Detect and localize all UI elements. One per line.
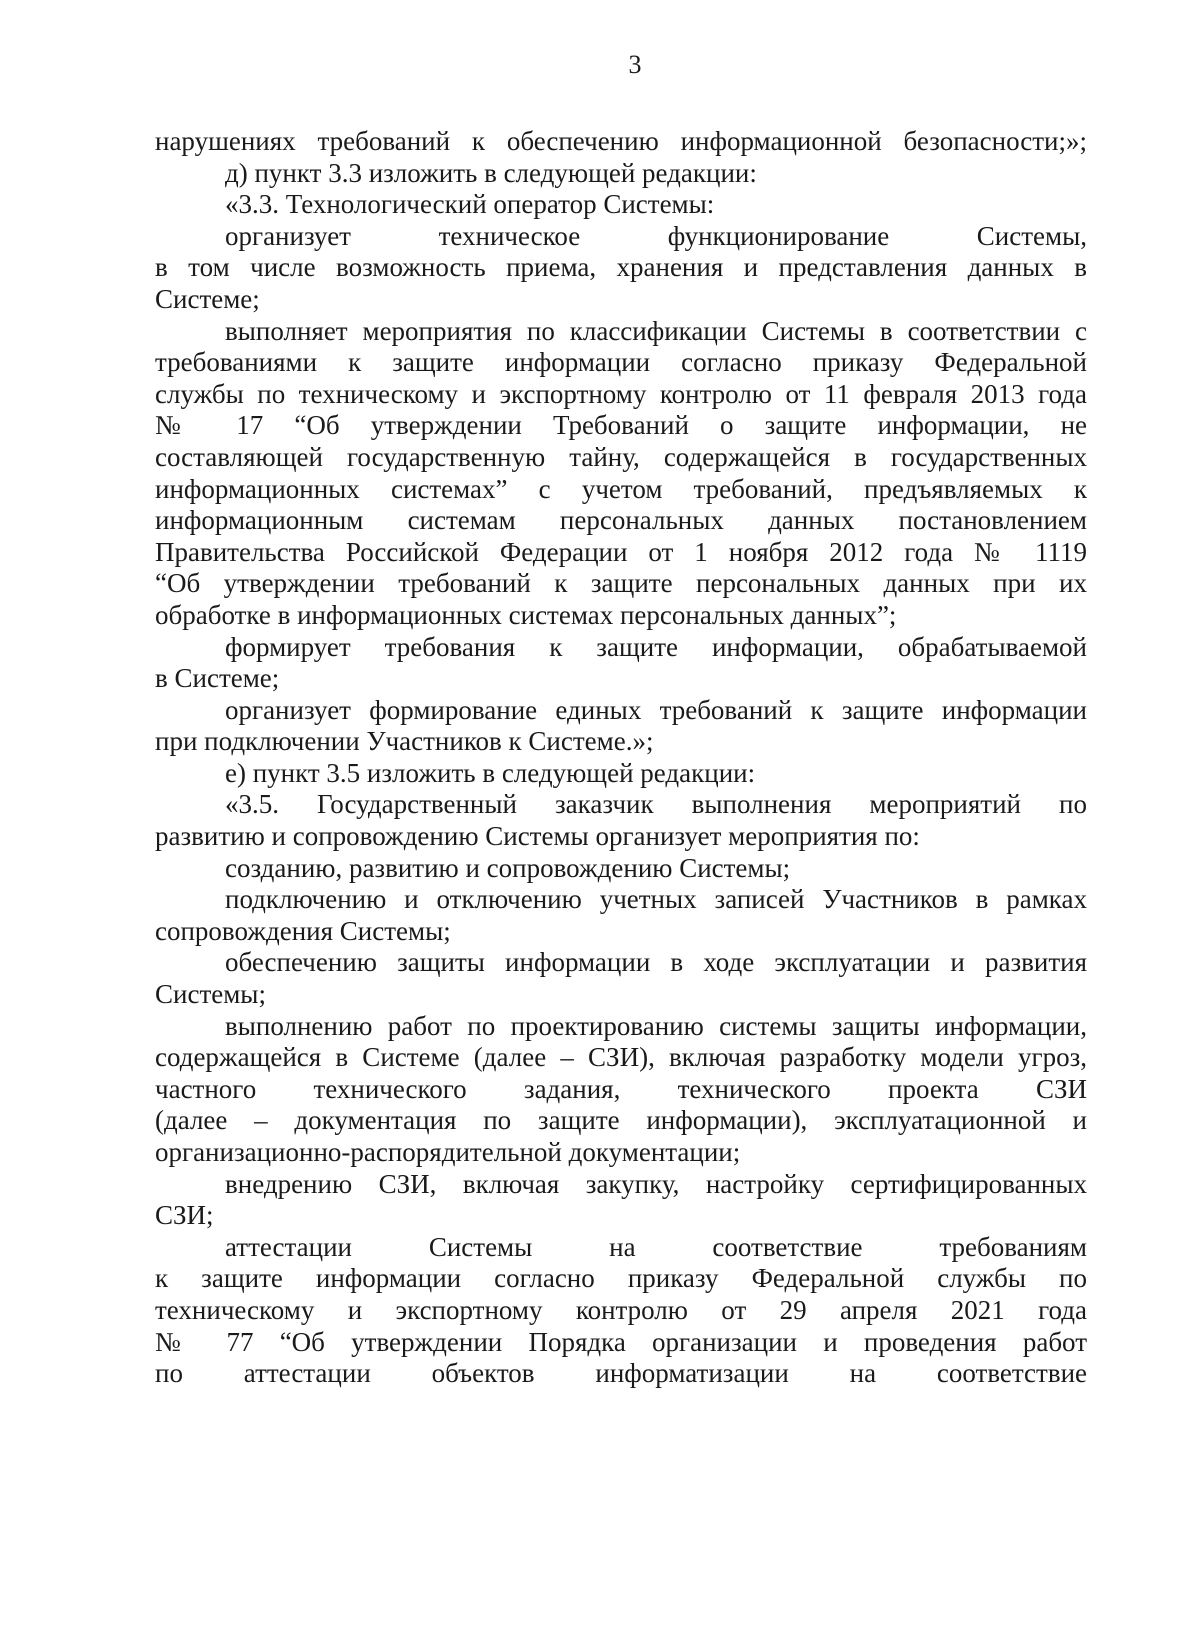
text-line: обработке в информационных системах персональных данных”; (155, 599, 897, 630)
text-line: формирует требования к защите информации, обрабатываемой (225, 631, 1087, 662)
text-line: нарушениях требований к обеспечению информационной безопасности;»; (155, 126, 1087, 156)
document-body (155, 126, 1087, 1390)
text-line: к защите информации согласно приказу Федеральной службы по (155, 1263, 1087, 1294)
text-line: «3.3. Технологический оператор Системы: (225, 189, 715, 220)
text-line: № 77 “Об утверждении Порядка организации и проведения работ (155, 1326, 1087, 1357)
text-line: обеспечению защиты информации в ходе эксплуатации и развития (225, 947, 1087, 978)
text-line: (далее – документация по защите информации), эксплуатационной и (155, 1105, 1087, 1136)
text-line: Правительства Российской Федерации от 1 ноября 2012 года № 1119 (155, 536, 1087, 567)
text-line: сопровождения Системы; (155, 915, 451, 946)
text-line: организует техническое функционирование Системы, (225, 220, 1087, 251)
text-line: информационным системам персональных данных постановлением (155, 505, 1087, 536)
text-line: аттестации Системы на соответствие требованиям (225, 1231, 1087, 1262)
text-line: организует формирование единых требований к защите информации (225, 694, 1087, 725)
text-line: частного технического задания, технического проекта СЗИ (155, 1073, 1087, 1104)
text-line: внедрению СЗИ, включая закупку, настройку сертифицированных (225, 1168, 1087, 1199)
text-line: содержащейся в Системе (далее – СЗИ), включая разработку модели угроз, (155, 1042, 1087, 1073)
text-line: «3.5. Государственный заказчик выполнения мероприятий по (225, 789, 1087, 820)
text-line: СЗИ; (155, 1200, 214, 1231)
text-line: выполнению работ по проектированию системы защиты информации, (225, 1010, 1087, 1041)
text-line: выполняет мероприятия по классификации Системы в соответствии с (225, 315, 1087, 346)
text-line: требованиями к защите информации согласно приказу Федеральной (155, 347, 1087, 378)
text-line: при подключении Участников к Системе.»; (155, 726, 654, 757)
text-line: “Об утверждении требований к защите персональных данных при их (155, 568, 1087, 599)
text-line: техническому и экспортному контролю от 29 апреля 2021 года (155, 1294, 1087, 1325)
text-line: Системе; (155, 283, 260, 314)
text-line: развитию и сопровождению Системы организует мероприятия по: (155, 821, 920, 852)
text-line: подключению и отключению учетных записей Участников в рамках (225, 884, 1087, 915)
text-line: составляющей государственную тайну, содержащейся в государственных (155, 441, 1087, 472)
text-line: Системы; (155, 979, 266, 1010)
text-line: № 17 “Об утверждении Требований о защите информации, не (155, 410, 1087, 441)
text-line: е) пункт 3.5 изложить в следующей редакции: (225, 757, 756, 788)
page-number: 3 (628, 50, 642, 79)
text-line: созданию, развитию и сопровождению Системы; (225, 852, 791, 883)
text-line: организационно-распорядительной документации; (155, 1137, 741, 1167)
text-line: в том числе возможность приема, хранения и представления данных в (155, 252, 1087, 283)
text-line: д) пункт 3.3 изложить в следующей редакции: (225, 157, 757, 188)
text-line: в Системе; (155, 663, 280, 694)
text-line: информационных системах” с учетом требований, предъявляемых к (155, 473, 1087, 504)
text-line: службы по техническому и экспортному контролю от 11 февраля 2013 года (155, 378, 1087, 409)
text-line: по аттестации объектов информатизации на соответствие (155, 1358, 1087, 1389)
